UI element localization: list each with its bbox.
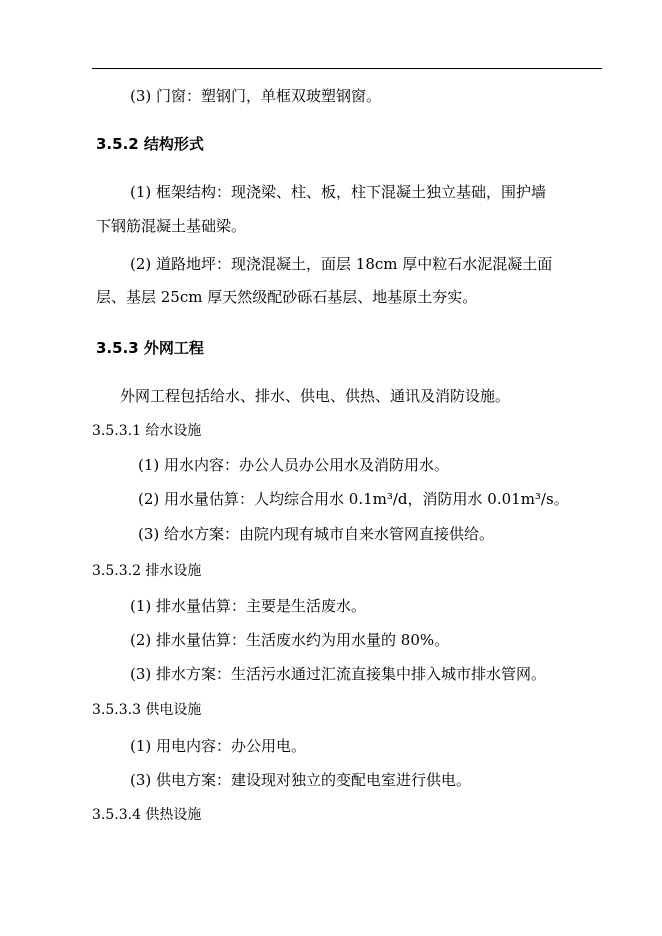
text-drainage-estimate-2: (2) 排水量估算：生活废水约为用水量的 80%。 [130, 631, 450, 649]
text-frame-structure-cont: 下钢筋混凝土基础梁。 [96, 217, 247, 235]
text-water-content: (1) 用水内容：办公人员办公用水及消防用水。 [138, 456, 450, 474]
header-rule [92, 68, 602, 69]
text-door-window: (3) 门窗：塑钢门，单框双玻塑钢窗。 [130, 87, 382, 105]
heading-3-5-3-1: 3.5.3.1 给水设施 [92, 423, 202, 439]
text-water-estimate: (2) 用水量估算：人均综合用水 0.1m³/d，消防用水 0.01m³/s。 [138, 490, 569, 508]
heading-3-5-3-3: 3.5.3.3 供电设施 [92, 702, 202, 718]
text-frame-structure: (1) 框架结构：现浇梁、柱、板，柱下混凝土独立基础，围护墙 [130, 183, 547, 201]
heading-3-5-2: 3.5.2 结构形式 [96, 135, 204, 153]
text-drainage-estimate-1: (1) 排水量估算：主要是生活废水。 [130, 597, 367, 615]
text-water-plan: (3) 给水方案：由院内现有城市自来水管网直接供给。 [138, 525, 495, 543]
heading-3-5-3-2: 3.5.3.2 排水设施 [92, 563, 202, 579]
text-power-content: (1) 用电内容：办公用电。 [130, 737, 307, 755]
text-road-ground-cont: 层、基层 25cm 厚天然级配砂砾石基层、地基原土夯实。 [96, 288, 478, 306]
text-external-network: 外网工程包括给水、排水、供电、供热、通讯及消防设施。 [120, 387, 511, 405]
text-drainage-plan: (3) 排水方案：生活污水通过汇流直接集中排入城市排水管网。 [130, 665, 547, 683]
heading-3-5-3-4: 3.5.3.4 供热设施 [92, 807, 202, 823]
text-road-ground: (2) 道路地坪：现浇混凝土，面层 18cm 厚中粒石水泥混凝土面 [130, 255, 553, 273]
heading-3-5-3: 3.5.3 外网工程 [96, 339, 204, 357]
text-power-plan: (3) 供电方案：建设现对独立的变配电室进行供电。 [130, 771, 472, 789]
